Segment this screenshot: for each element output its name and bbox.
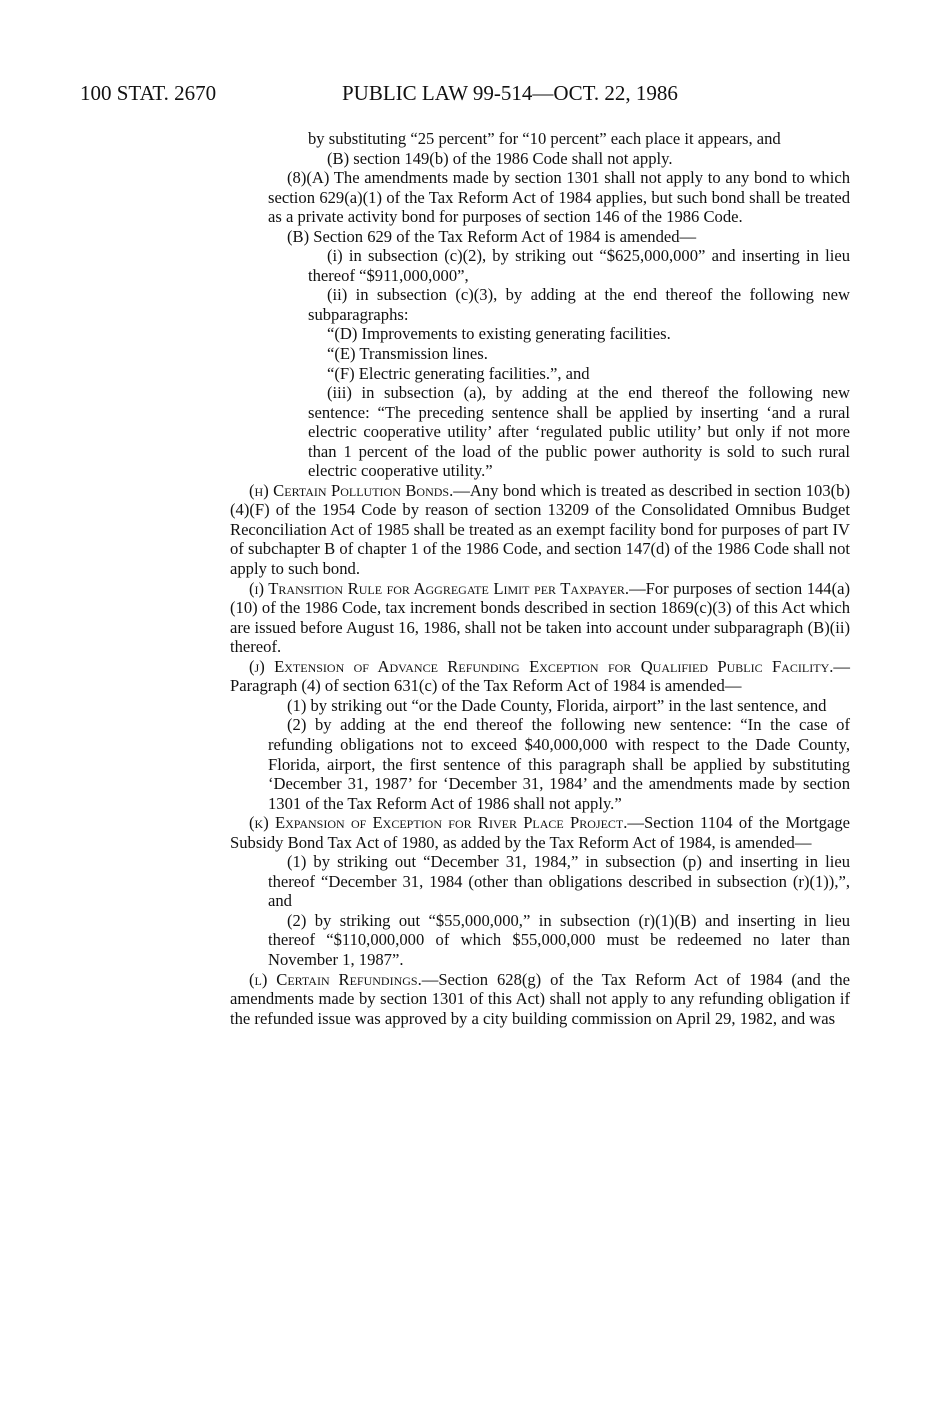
- paragraph-j1: (1) by striking out “or the Dade County, Florida, airport” in the last sentence, and: [287, 695, 827, 715]
- paragraph-k2: (2) by striking out “$55,000,000,” in subsection (r)(1)(B) and inserting in lieu thereof “$110,000,000 of which $55,000,000 must be redeemed no later than November 1, 1987”.: [268, 910, 850, 969]
- clause-i: (i) in subsection (c)(2), by striking out “$625,000,000” and inserting in lieu thereof “$911,000,000”,: [308, 246, 850, 285]
- paragraph-continuation: by substituting “25 percent” for “10 percent” each place it appears, and: [308, 129, 781, 148]
- paragraph-8b: (B) Section 629 of the Tax Reform Act of 1984 is amended—: [287, 226, 697, 246]
- statute-page-number: 100 STAT. 2670: [80, 81, 217, 105]
- public-law-citation: PUBLIC LAW 99-514—OCT. 22, 1986: [342, 81, 678, 105]
- page-header: [80, 78, 860, 108]
- subsection-h: (h) Certain Pollution Bonds.—Any bond which is treated as described in section 103(b)(4)(F) of the 1954 Code by reason of section 13209 of the Consolidated Omnibus Budget Reconciliation Act of 1985 shall be treated as an exempt facility bond for purposes of part IV of subchapter B of chapter 1 of the 1986 Code, and section 147(d) of the 1986 Code shall not apply to such bond.: [230, 480, 850, 579]
- law-text-body: [230, 129, 850, 1028]
- subparagraph-e: “(E) Transmission lines.: [327, 344, 488, 364]
- paragraph-8a: (8)(A) The amendments made by section 1301 shall not apply to any bond to which section 629(a)(1) of the Tax Reform Act of 1984 applies, but such bond shall be treated as a private activity bond for purposes of section 146 of the 1986 Code.: [268, 168, 850, 227]
- subsection-j: (j) Extension of Advance Refunding Exception for Qualified Public Facility.—Paragraph (4) of section 631(c) of the Tax Reform Act of 1984 is amended—: [230, 656, 850, 696]
- subsection-k-heading: (k) Expansion of Exception for River Place Project.: [249, 813, 628, 833]
- subsection-h-heading: (h) Certain Pollution Bonds.: [249, 480, 454, 500]
- subsection-i-heading: (i) Transition Rule for Aggregate Limit per Taxpayer.: [249, 578, 630, 598]
- paragraph-j2: (2) by adding at the end thereof the following new sentence: “In the case of refunding obligations not to exceed $40,000,000 with respect to the Dade County, Florida, airport, the first sentence of this paragraph shall be applied by substituting ‘December 31, 1987’ for ‘December 31, 1984’ and the amendments made by section 1301 of the Tax Reform Act of 1986 shall not apply.”: [268, 715, 850, 813]
- clause-ii: (ii) in subsection (c)(3), by adding at the end thereof the following new subparagraphs:: [308, 285, 850, 324]
- subsection-l: (l) Certain Refundings.—Section 628(g) of the Tax Reform Act of 1984 (and the amendments made by section 1301 of this Act) shall not apply to any refunding obligation if the refunded issue was approved by a city building commission on April 29, 1982, and was: [230, 969, 850, 1028]
- subparagraph-d: “(D) Improvements to existing generating facilities.: [327, 324, 671, 344]
- paragraph-7b: (B) section 149(b) of the 1986 Code shall not apply.: [327, 148, 673, 168]
- subsection-i: (i) Transition Rule for Aggregate Limit per Taxpayer.—For purposes of section 144(a)(10) of the 1986 Code, tax increment bonds described in section 1869(c)(3) of this Act which are issued before August 16, 1986, shall not be taken into account under subparagraph (B)(ii) thereof.: [230, 578, 850, 657]
- subsection-k: (k) Expansion of Exception for River Place Project.—Section 1104 of the Mortgage Subsidy Bond Tax Act of 1980, as added by the Tax Reform Act of 1984, is amended—: [230, 813, 850, 852]
- subsection-j-heading: (j) Extension of Advance Refunding Exception for Qualified Public Facility.: [249, 656, 834, 676]
- subsection-l-heading: (l) Certain Refundings.: [249, 969, 422, 989]
- subparagraph-f: “(F) Electric generating facilities.”, and: [327, 363, 590, 383]
- paragraph-k1: (1) by striking out “December 31, 1984,” in subsection (p) and inserting in lieu thereof “December 31, 1984 (other than obligations described in subsection (r)(1)),”, and: [268, 852, 850, 911]
- clause-iii: (iii) in subsection (a), by adding at the end thereof the following new sentence: “The preceding sentence shall be applied by inserting ‘and a rural electric cooperative utility’ after ‘regulated public utility’ but only if not more than 1 percent of the load of the public power authority is sold to such rural electric cooperative utility.”: [308, 383, 850, 481]
